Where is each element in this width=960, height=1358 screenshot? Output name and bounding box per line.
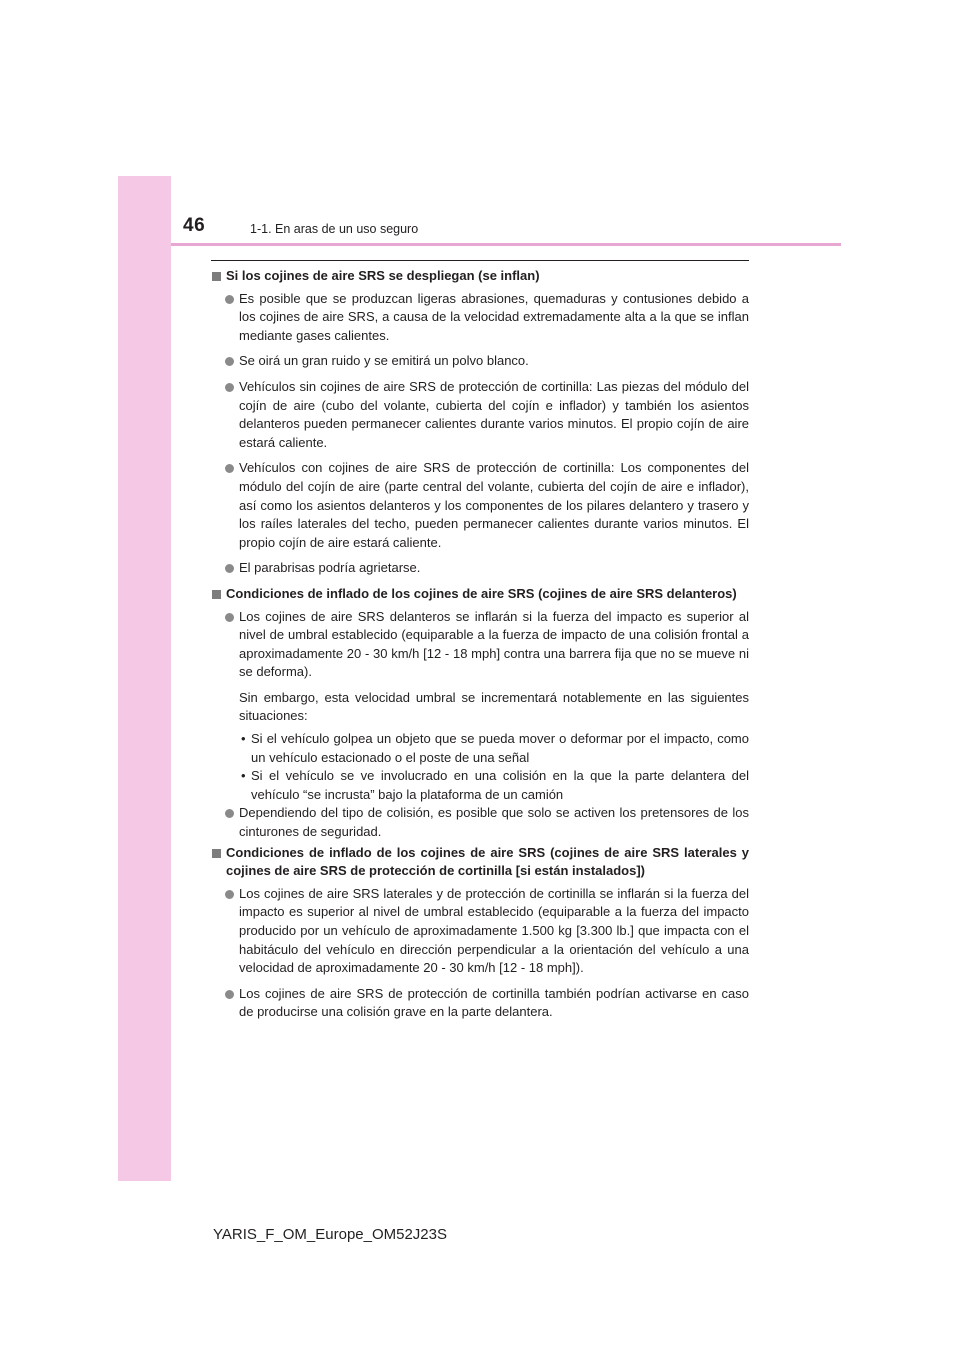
sub-item-text: Si el vehículo se ve involucrado en una colisión en la que la parte delantera del vehículo “se incrusta” bajo la plataforma de un camión [251, 768, 749, 802]
circle-bullet-icon [225, 809, 234, 818]
circle-bullet-icon [225, 990, 234, 999]
sub-list-item [211, 767, 749, 804]
square-bullet-icon [212, 590, 221, 599]
bullet-text: Es posible que se produzcan ligeras abrasiones, quemaduras y contusiones debido a los cojines de aire SRS, a causa de la velocidad extremadamente alta a la que se inflan mediante gases calientes. [239, 290, 749, 343]
circle-bullet-icon [225, 890, 234, 899]
document-code: YARIS_F_OM_Europe_OM52J23S [213, 1226, 448, 1243]
square-bullet-icon [212, 849, 221, 858]
section-heading [211, 585, 749, 604]
bullet-item [211, 290, 749, 346]
section-heading [211, 267, 749, 286]
circle-bullet-icon [225, 295, 234, 304]
bullet-item [211, 378, 749, 452]
header-divider [171, 243, 841, 246]
bullet-text: Vehículos sin cojines de aire SRS de protección de cortinilla: Las piezas del módulo del cojín de aire (cubo del volante, cubierta del cojín e inflador) y también los asientos delanteros pueden permanecer calientes durante varios minutos. El propio cojín de aire estará caliente. [239, 378, 749, 450]
sub-bullet-mark: • [241, 768, 246, 784]
bullet-text: Los cojines de aire SRS laterales y de protección de cortinilla se inflarán si la fuerza del impacto es superior al nivel de umbral establecido (equiparable a la fuerza del impacto producido por un vehículo de aproximadamente 1.500 kg [3.300 lb.] que impacta con el habitáculo del vehículo en dirección perpendicular a la orientación del vehículo a una velocidad de aproximadamente 20 - 30 km/h [12 - 18 mph]). [239, 885, 749, 976]
bullet-text: Los cojines de aire SRS de protección de cortinilla también podrían activarse en caso de producirse una colisión grave en la parte delantera. [239, 985, 749, 1020]
sub-bullet-mark: • [241, 731, 246, 747]
side-tab-band [118, 176, 171, 1181]
bullet-text: El parabrisas podría agrietarse. [239, 560, 421, 576]
circle-bullet-icon [225, 564, 234, 573]
content-top-rule [211, 260, 749, 261]
section-heading [211, 844, 749, 881]
bullet-text: Los cojines de aire SRS delanteros se inflarán si la fuerza del impacto es superior al nivel de umbral establecido (equiparable a la fuerza de impacto de una colisión frontal a aproximadamente 20 - 30 km/h [12 - 18 mph] contra una barrera fija que no se mueve ni se deforma). [239, 608, 749, 680]
sub-item-text: Si el vehículo golpea un objeto que se pueda mover o deformar por el impacto, como un vehículo estacionado o el poste de una señal [251, 731, 749, 765]
circle-bullet-icon [225, 613, 234, 622]
bullet-item [211, 608, 749, 682]
bullet-item [211, 985, 749, 1022]
paragraph: Sin embargo, esta velocidad umbral se incrementará notablemente en las siguientes situaciones: [239, 689, 749, 724]
sub-list-item [211, 730, 749, 767]
bullet-text: Se oirá un gran ruido y se emitirá un polvo blanco. [239, 353, 529, 369]
section-title: 1-1. En aras de un uso seguro [250, 222, 419, 236]
circle-bullet-icon [225, 383, 234, 392]
page-content [211, 267, 749, 1029]
bullet-item [211, 459, 749, 552]
heading-text: Condiciones de inflado de los cojines de aire SRS (cojines de aire SRS laterales y cojines de aire SRS de protección de cortinilla [si están instalados]) [226, 844, 749, 879]
circle-bullet-icon [225, 357, 234, 366]
bullet-item [211, 804, 749, 841]
heading-text: Si los cojines de aire SRS se despliegan (se inflan) [226, 268, 540, 283]
bullet-item [211, 352, 749, 371]
square-bullet-icon [212, 272, 221, 281]
page-number: 46 [183, 215, 206, 236]
circle-bullet-icon [225, 464, 234, 473]
bullet-text: Vehículos con cojines de aire SRS de protección de cortinilla: Los componentes del módulo del cojín de aire (parte central del volante, cubierta del cojín de aire e inflador), así como los asientos delanteros y los componentes de los pilares delantero y trasero y los raíles laterales del techo, pueden permanecer calientes durante varios minutos. El propio cojín de aire estará caliente. [239, 460, 749, 550]
bullet-item [211, 885, 749, 978]
bullet-item [211, 559, 749, 578]
bullet-text: Dependiendo del tipo de colisión, es posible que solo se activen los pretensores de los cinturones de seguridad. [239, 805, 749, 840]
heading-text: Condiciones de inflado de los cojines de aire SRS (cojines de aire SRS delanteros) [226, 585, 737, 601]
